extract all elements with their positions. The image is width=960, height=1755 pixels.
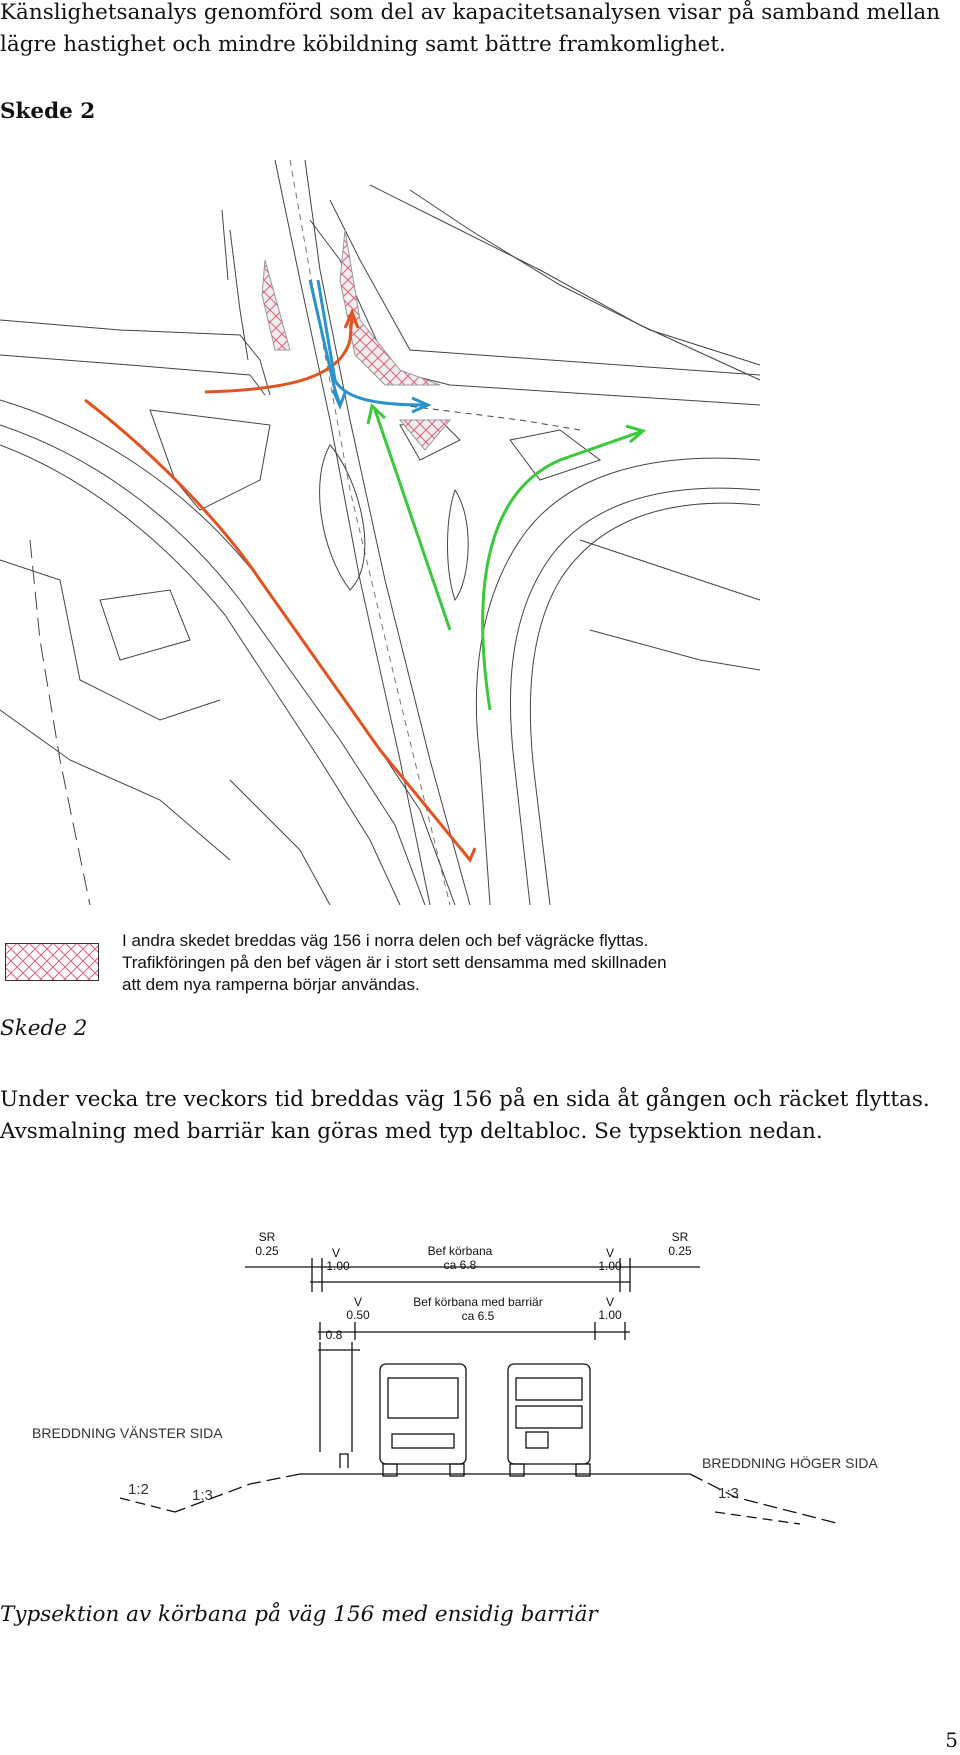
right-side-label: BREDDNING HÖGER SIDA [702, 1455, 878, 1471]
typical-section-drawing [0, 1222, 960, 1542]
slope-left-1: 1:2 [128, 1481, 149, 1498]
road-label-1: Bef körbana [427, 1244, 493, 1258]
section-heading: Skede 2 [0, 99, 96, 124]
sr-left-value: 0.25 [255, 1244, 279, 1258]
barrier-width: 0.8 [325, 1328, 343, 1342]
plan-caption: Skede 2 [0, 1016, 88, 1041]
v4-value: 1.00 [598, 1308, 622, 1322]
page-number: 5 [945, 1728, 958, 1752]
body-line-1: Under vecka tre veckors tid breddas väg 156 på en sida åt gången och räcket flyttas. [0, 1087, 930, 1112]
intro-line-1: Känslighetsanalys genomförd som del av kapacitetsanalysen visar på samband mellan [0, 0, 941, 25]
plan-legend-line-2: Trafikföringen på den bef vägen är i stort sett densamma med skillnaden [122, 953, 667, 972]
road-value-2: ca 6.5 [461, 1309, 495, 1323]
left-side-label: BREDDNING VÄNSTER SIDA [32, 1425, 223, 1441]
body-paragraph [0, 1084, 950, 1148]
v2-value: 1.00 [598, 1259, 622, 1273]
road-value-1: ca 6.8 [443, 1258, 477, 1272]
sr-left-label: SR [258, 1230, 276, 1244]
plan-legend-line-3: att dem nya ramperna börjar användas. [122, 975, 420, 994]
hatch-legend-swatch [5, 943, 99, 981]
slope-left-2: 1:3 [192, 1487, 213, 1504]
road-label-2: Bef körbana med barriär [413, 1295, 543, 1309]
v1-value: 1.00 [326, 1259, 350, 1273]
interchange-plan-drawing [0, 160, 770, 910]
sr-right-value: 0.25 [668, 1244, 692, 1258]
plan-legend-line-1: I andra skedet breddas väg 156 i norra delen och bef vägräcke flyttas. [122, 931, 649, 950]
v2-label: V [605, 1246, 615, 1260]
v4-label: V [605, 1295, 615, 1309]
sr-right-label: SR [671, 1230, 689, 1244]
slope-right: 1:3 [718, 1485, 739, 1502]
plan-legend [122, 930, 762, 996]
body-line-2: Avsmalning med barriär kan göras med typ deltabloc. Se typsektion nedan. [0, 1119, 823, 1144]
v3-value: 0.50 [346, 1308, 370, 1322]
v3-label: V [353, 1295, 363, 1309]
v1-label: V [331, 1246, 341, 1260]
intro-paragraph [0, 0, 950, 61]
intro-line-2: lägre hastighet och mindre köbildning samt bättre framkomlighet. [0, 32, 726, 57]
section-caption: Typsektion av körbana på väg 156 med ensidig barriär [0, 1602, 598, 1627]
